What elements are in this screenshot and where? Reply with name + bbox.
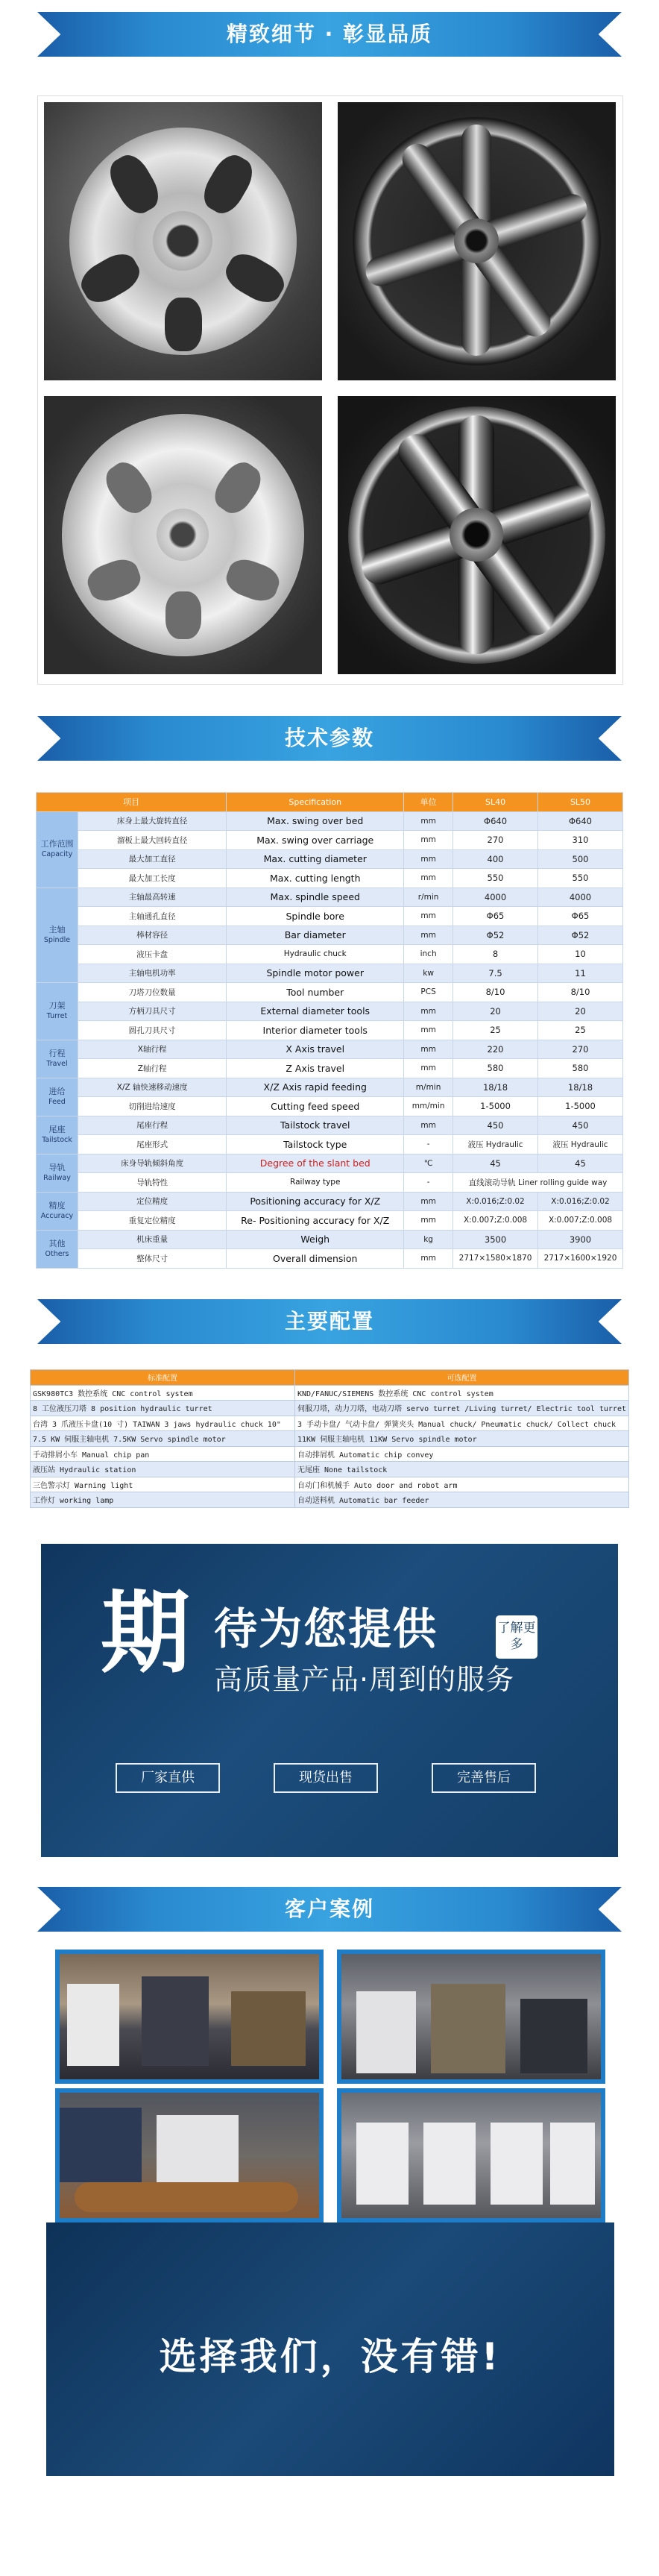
config-row [31, 1431, 629, 1447]
spec-cell-cn: 导轨特性 [78, 1173, 226, 1193]
promo-subline: 高质量产品·周到的服务 [214, 1663, 515, 1696]
spec-cell-unit: m/min [404, 1078, 453, 1097]
spec-cell-en: Overall dimension [227, 1249, 404, 1269]
spec-group-cn: 刀架 [48, 1000, 66, 1011]
spec-cell-v2: 550 [538, 869, 623, 888]
spec-row [37, 1173, 623, 1193]
config-row [31, 1385, 629, 1401]
spec-group-en: Others [45, 1249, 69, 1258]
spec-cell-en: Spindle bore [227, 907, 404, 926]
spec-cell-unit: inch [404, 945, 453, 964]
spec-row [37, 849, 623, 869]
spec-cell-unit: mm [404, 811, 453, 831]
config-standard-cell: 7.5 KW 伺服主轴电机 7.5KW Servo spindle motor [31, 1431, 295, 1447]
spec-row [37, 888, 623, 907]
spec-group-en: Tailstock [42, 1135, 72, 1144]
spec-cell-unit: PCS [404, 983, 453, 1002]
spec-cell-v1: X:0.016;Z:0.02 [453, 1192, 538, 1211]
spec-row [37, 1211, 623, 1231]
spec-group-cn: 尾座 [48, 1124, 66, 1134]
spec-cell-unit: mm [404, 1211, 453, 1231]
spec-cell-en: Railway type [227, 1173, 404, 1193]
config-optional-cell: 伺服刀塔，动力刀塔，电动刀塔 servo turret /Living turret/ Electric tool turret [294, 1401, 628, 1416]
spec-cell-en: X/Z Axis rapid feeding [227, 1078, 404, 1097]
spec-cell-cn: 主轴通孔直径 [78, 907, 226, 926]
section-banner-config [37, 1295, 622, 1348]
spec-cell-v1: 580 [453, 1059, 538, 1078]
spec-group-cn: 工作范围 [40, 839, 74, 849]
spec-cell-v2: X:0.016;Z:0.02 [538, 1192, 623, 1211]
spec-cell-unit: mm [404, 907, 453, 926]
promo-button-in-stock[interactable]: 现货出售 [274, 1763, 378, 1793]
spec-cell-v1: 4000 [453, 888, 538, 907]
spec-group-cn: 主轴 [48, 924, 66, 934]
section-title-config: 主要配置 [284, 1309, 374, 1333]
config-standard-cell: 台湾 3 爪液压卡盘(10 寸) TAIWAN 3 jaws hydraulic chuck 10" [31, 1416, 295, 1431]
spec-cell-v2: 8/10 [538, 983, 623, 1002]
spec-cell-en: Max. swing over bed [227, 811, 404, 831]
spec-cell-cn: 定位精度 [78, 1192, 226, 1211]
spec-group-en: Capacity [41, 850, 73, 858]
spec-cell-v1: 8/10 [453, 983, 538, 1002]
config-row [31, 1477, 629, 1492]
spec-cell-v1: 450 [453, 1116, 538, 1135]
spec-row [37, 1021, 623, 1040]
spec-cell-en: Tool number [227, 983, 404, 1002]
slogan-text: 选择我们，没有错! [159, 2335, 502, 2378]
spec-cell-v2: 25 [538, 1021, 623, 1040]
spec-cell-cn: 整体尺寸 [78, 1249, 226, 1269]
spec-cell-v2: 4000 [538, 888, 623, 907]
spec-cell-v1: X:0.007;Z:0.008 [453, 1211, 538, 1231]
spec-cell-en: Positioning accuracy for X/Z [227, 1192, 404, 1211]
config-optional-cell: 3 手动卡盘/ 气动卡盘/ 弹簧夹头 Manual chuck/ Pneumatic chuck/ Collect chuck [294, 1416, 628, 1431]
spec-header-cell: SL50 [538, 793, 623, 812]
spec-cell-v1: Φ65 [453, 907, 538, 926]
spec-cell-unit: kw [404, 964, 453, 983]
config-header-cell: 可选配置 [294, 1370, 628, 1386]
config-optional-cell: KND/FANUC/SIEMENS 数控系统 CNC control system [294, 1385, 628, 1401]
spec-cell-unit: mm [404, 1021, 453, 1040]
spec-header-row [37, 793, 623, 812]
spec-cell-en: Interior diameter tools [227, 1021, 404, 1040]
config-standard-cell: 工作灯 working lamp [31, 1492, 295, 1508]
spec-row [37, 831, 623, 850]
config-standard-cell: GSK980TC3 数控系统 CNC control system [31, 1385, 295, 1401]
spec-group-en: Spindle [43, 935, 71, 944]
spec-cell-v1: 3500 [453, 1230, 538, 1249]
spec-header-cell: Specification [227, 793, 404, 812]
spec-cell-en: Weigh [227, 1230, 404, 1249]
config-optional-cell: 11KW 伺服主轴电机 11KW Servo spindle motor [294, 1431, 628, 1447]
spec-group-en: Accuracy [40, 1211, 74, 1220]
spec-cell-v2: X:0.007;Z:0.008 [538, 1211, 623, 1231]
spec-row [37, 1097, 623, 1116]
spec-cell-unit: kg [404, 1230, 453, 1249]
wheel-photo-silver-polished [44, 396, 322, 674]
spec-cell-en: X Axis travel [227, 1040, 404, 1059]
spec-cell-en: Cutting feed speed [227, 1097, 404, 1116]
spec-cell-v1: 45 [453, 1154, 538, 1173]
spec-cell-en: Max. cutting diameter [227, 849, 404, 869]
config-optional-cell: 自动排屑机 Automatic chip convey [294, 1446, 628, 1462]
spec-cell-v2: 580 [538, 1059, 623, 1078]
spec-row [37, 1154, 623, 1173]
spec-row [37, 811, 623, 831]
spec-cell-unit: mm [404, 1249, 453, 1269]
wheel-photo-grid [37, 95, 623, 685]
spec-cell-en: Z Axis travel [227, 1059, 404, 1078]
spec-cell-cn: 刀塔刀位数量 [78, 983, 226, 1002]
spec-group-en: Travel [46, 1059, 68, 1068]
spec-cell-unit: ℃ [404, 1154, 453, 1173]
spec-cell-v2: Φ52 [538, 926, 623, 945]
config-row [31, 1462, 629, 1477]
spec-cell-v1: 8 [453, 945, 538, 964]
spec-header-cell: SL40 [453, 793, 538, 812]
spec-cell-unit: - [404, 1135, 453, 1155]
spec-cell-v2: 液压 Hydraulic [538, 1135, 623, 1155]
spec-cell-en: External diameter tools [227, 1002, 404, 1021]
spec-cell-cn: 最大加工长度 [78, 869, 226, 888]
spec-cell-v2: 20 [538, 1002, 623, 1021]
spec-cell-unit: r/min [404, 888, 453, 907]
spec-cell-cn: X轴行程 [78, 1040, 226, 1059]
spec-cell-en: Re- Positioning accuracy for X/Z [227, 1211, 404, 1231]
spec-group-cn: 导轨 [48, 1162, 66, 1172]
spec-group-cell [37, 1078, 78, 1116]
spec-cell-v2: 10 [538, 945, 623, 964]
spec-cell-en: Max. swing over carriage [227, 831, 404, 850]
spec-cell-cn: X/Z 轴快速移动速度 [78, 1078, 226, 1097]
section-title-detail: 精致细节 · 彰显品质 [226, 22, 433, 46]
spec-cell-cn: 切削进给速度 [78, 1097, 226, 1116]
spec-row [37, 926, 623, 945]
spec-row [37, 1059, 623, 1078]
spec-cell-en: Max. cutting length [227, 869, 404, 888]
spec-cell-cn: 主轴电机功率 [78, 964, 226, 983]
config-table [30, 1369, 629, 1508]
config-optional-cell: 无尾座 None tailstock [294, 1462, 628, 1477]
wheel-photo-silver-5-hole [44, 102, 322, 380]
spec-row [37, 1040, 623, 1059]
spec-group-cell [37, 1116, 78, 1154]
spec-cell-cn: 主轴最高转速 [78, 888, 226, 907]
config-row [31, 1492, 629, 1508]
spec-cell-v2: 1-5000 [538, 1097, 623, 1116]
spec-row [37, 1135, 623, 1155]
spec-cell-v1: 20 [453, 1002, 538, 1021]
learn-more-button[interactable]: 了解更多 [496, 1615, 537, 1659]
spec-cell-unit: mm [404, 849, 453, 869]
spec-cell-cn: 床身上最大旋转直径 [78, 811, 226, 831]
spec-group-en: Railway [43, 1173, 71, 1182]
spec-cell-cn: 液压卡盘 [78, 945, 226, 964]
spec-row [37, 1192, 623, 1211]
config-row [31, 1446, 629, 1462]
spec-group-cell [37, 1230, 78, 1268]
config-header-row [31, 1370, 629, 1386]
spec-cell-v2: 500 [538, 849, 623, 869]
spec-cell-v1: Φ52 [453, 926, 538, 945]
spec-row [37, 983, 623, 1002]
spec-cell-cn: 机床重量 [78, 1230, 226, 1249]
spec-row [37, 1116, 623, 1135]
spec-cell-v2: Φ640 [538, 811, 623, 831]
spec-cell-v2: 45 [538, 1154, 623, 1173]
promo-banner [41, 1544, 618, 1857]
spec-row [37, 1230, 623, 1249]
section-banner-cases [37, 1882, 622, 1936]
wheel-photo-black-spoke [338, 102, 616, 380]
spec-cell-cn: 最大加工直径 [78, 849, 226, 869]
spec-group-cn: 行程 [48, 1048, 66, 1058]
spec-row [37, 1249, 623, 1269]
spec-cell-en: Degree of the slant bed [227, 1154, 404, 1173]
spec-cell-cn: 方柄刀具尺寸 [78, 1002, 226, 1021]
spec-row [37, 1002, 623, 1021]
spec-row [37, 869, 623, 888]
config-header-cell: 标准配置 [31, 1370, 295, 1386]
spec-cell-v1: 25 [453, 1021, 538, 1040]
spec-group-en: Feed [48, 1097, 66, 1106]
spec-cell-en: Spindle motor power [227, 964, 404, 983]
spec-cell-unit: mm [404, 831, 453, 850]
section-banner-spec [37, 711, 622, 765]
spec-cell-cn: 尾座形式 [78, 1135, 226, 1155]
spec-group-cell [37, 983, 78, 1040]
spec-group-cn: 其他 [48, 1238, 66, 1248]
spec-row [37, 1078, 623, 1097]
section-title-cases: 客户案例 [284, 1897, 374, 1921]
spec-header-cell: 单位 [404, 793, 453, 812]
spec-cell-v1: 7.5 [453, 964, 538, 983]
promo-big-char: 期 [101, 1580, 190, 1686]
spec-cell-unit: mm [404, 1002, 453, 1021]
spec-cell-v1: 2717×1580×1870 [453, 1249, 538, 1269]
spec-group-cell [37, 1040, 78, 1078]
wheel-photo-diamond-cut [338, 396, 616, 674]
spec-cell-v1: 220 [453, 1040, 538, 1059]
spec-cell-v1: 18/18 [453, 1078, 538, 1097]
spec-cell-cn: 溜板上最大回转直径 [78, 831, 226, 850]
spec-group-cell [37, 811, 78, 888]
spec-cell-v2: Φ65 [538, 907, 623, 926]
config-standard-cell: 三色警示灯 Warning light [31, 1477, 295, 1492]
config-standard-cell: 手动排屑小车 Manual chip pan [31, 1446, 295, 1462]
config-standard-cell: 液压站 Hydraulic station [31, 1462, 295, 1477]
spec-header-cell: 项目 [37, 793, 227, 812]
spec-cell-v12: 直线滚动导轨 Liner rolling guide way [453, 1173, 623, 1193]
spec-group-cn: 进给 [48, 1086, 66, 1096]
spec-cell-en: Max. spindle speed [227, 888, 404, 907]
spec-cell-cn: 棒材容径 [78, 926, 226, 945]
case-photo-workshop-4 [337, 2088, 605, 2222]
case-photo-workshop-2 [337, 1950, 605, 2084]
spec-cell-en: Bar diameter [227, 926, 404, 945]
spec-cell-en: Tailstock type [227, 1135, 404, 1155]
case-photo-workshop-3 [55, 2088, 324, 2222]
spec-cell-unit: mm [404, 1116, 453, 1135]
spec-cell-unit: mm [404, 869, 453, 888]
promo-button-after-sales[interactable]: 完善售后 [432, 1763, 536, 1793]
spec-group-cell [37, 1154, 78, 1192]
config-standard-cell: 8 工位液压刀塔 8 position hydraulic turret [31, 1401, 295, 1416]
spec-cell-v2: 310 [538, 831, 623, 850]
spec-row [37, 945, 623, 964]
spec-row [37, 907, 623, 926]
spec-cell-v1: 液压 Hydraulic [453, 1135, 538, 1155]
spec-group-cn: 精度 [48, 1200, 66, 1210]
config-row [31, 1401, 629, 1416]
spec-cell-v2: 11 [538, 964, 623, 983]
spec-cell-cn: 重复定位精度 [78, 1211, 226, 1231]
spec-cell-v1: 1-5000 [453, 1097, 538, 1116]
spec-cell-cn: Z轴行程 [78, 1059, 226, 1078]
section-title-spec: 技术参数 [284, 726, 374, 750]
spec-cell-unit: mm [404, 1040, 453, 1059]
spec-cell-cn: 圆孔刀具尺寸 [78, 1021, 226, 1040]
spec-cell-v2: 3900 [538, 1230, 623, 1249]
spec-cell-v1: Φ640 [453, 811, 538, 831]
promo-button-factory-direct[interactable]: 厂家直供 [116, 1763, 220, 1793]
case-photo-workshop-1 [55, 1950, 324, 2084]
spec-cell-v2: 18/18 [538, 1078, 623, 1097]
spec-cell-v2: 450 [538, 1116, 623, 1135]
spec-cell-v1: 400 [453, 849, 538, 869]
spec-cell-unit: mm [404, 1059, 453, 1078]
spec-cell-en: Tailstock travel [227, 1116, 404, 1135]
spec-cell-cn: 床身导轨倾斜角度 [78, 1154, 226, 1173]
spec-cell-unit: mm [404, 926, 453, 945]
spec-cell-unit: - [404, 1173, 453, 1193]
spec-cell-v1: 270 [453, 831, 538, 850]
section-banner-detail [37, 7, 622, 61]
spec-cell-v1: 550 [453, 869, 538, 888]
spec-cell-unit: mm/min [404, 1097, 453, 1116]
spec-cell-cn: 尾座行程 [78, 1116, 226, 1135]
spec-group-cell [37, 888, 78, 983]
spec-group-en: Turret [46, 1011, 68, 1020]
spec-cell-v2: 270 [538, 1040, 623, 1059]
slogan-banner [46, 2222, 614, 2476]
spec-row [37, 964, 623, 983]
config-optional-cell: 自动门和机械手 Auto door and robot arm [294, 1477, 628, 1492]
promo-headline: 待为您提供 [214, 1603, 438, 1654]
config-optional-cell: 自动送料机 Automatic bar feeder [294, 1492, 628, 1508]
config-row [31, 1416, 629, 1431]
spec-cell-en: Hydraulic chuck [227, 945, 404, 964]
spec-cell-unit: mm [404, 1192, 453, 1211]
spec-table [36, 792, 623, 1269]
spec-group-cell [37, 1192, 78, 1230]
spec-cell-v2: 2717×1600×1920 [538, 1249, 623, 1269]
